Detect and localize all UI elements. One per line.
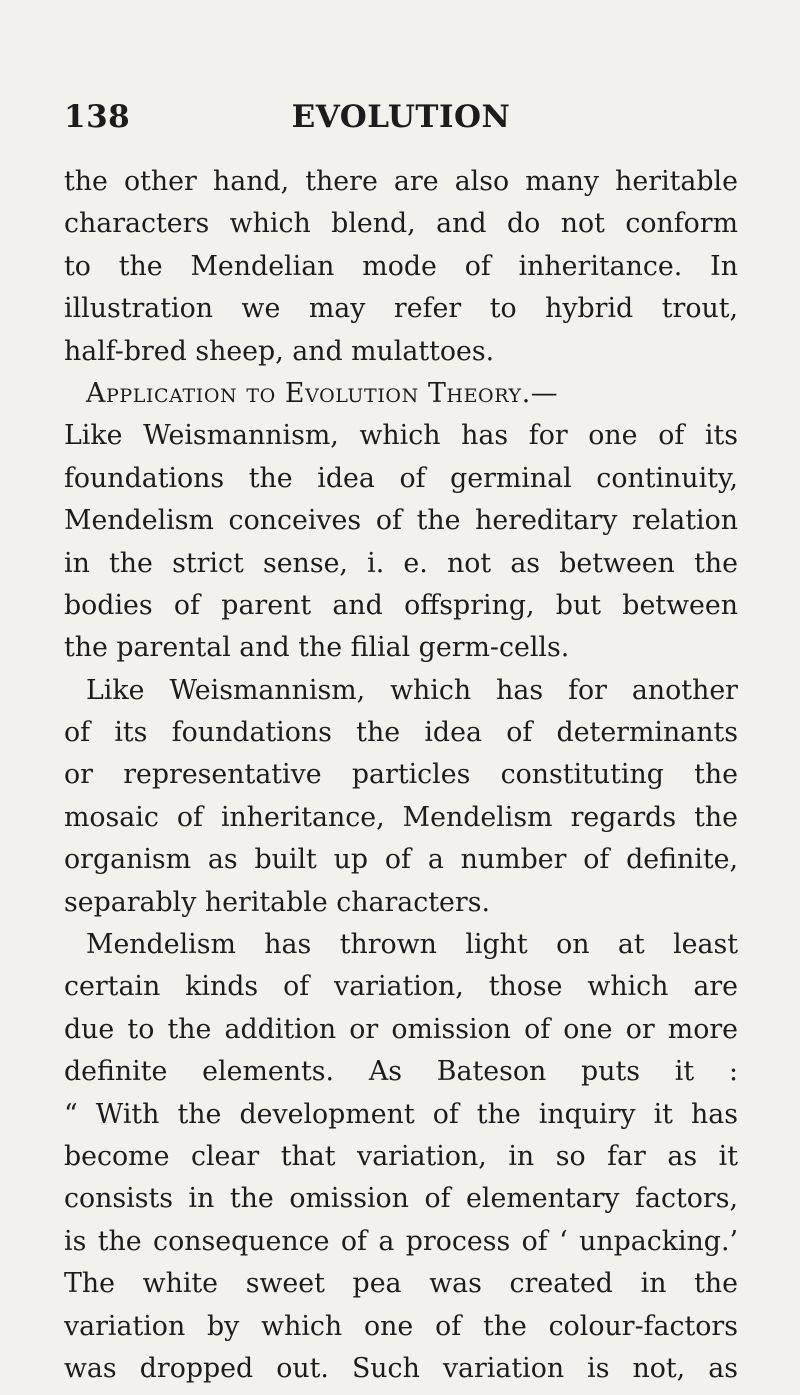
text-line: due to the addition or omission of one or more — [64, 1013, 738, 1045]
page-number: 138 — [64, 99, 131, 135]
text-line: foundations the idea of germinal continuity, — [64, 462, 738, 494]
text-line: certain kinds of variation, those which are — [64, 971, 738, 1003]
text-line: definite elements. As Bateson puts it : — [64, 1056, 738, 1088]
text-line: illustration we may refer to hybrid trout, — [64, 293, 738, 325]
section-heading: Application to Evolution Theory.— — [86, 377, 559, 409]
text-line: the parental and the filial germ-cells. — [64, 632, 570, 664]
text-line: in the strict sense, i. e. not as between the — [64, 547, 738, 579]
text-line: consists in the omission of elementary factors, — [64, 1183, 738, 1215]
text-line: “ With the development of the inquiry it has — [64, 1098, 738, 1130]
text-line: half-bred sheep, and mulattoes. — [64, 335, 495, 367]
text-line: Mendelism conceives of the hereditary relation — [64, 505, 738, 537]
text-line: variation by which one of the colour-factors — [64, 1310, 738, 1342]
text-line: become clear that variation, in so far as it — [64, 1140, 738, 1172]
text-line: to the Mendelian mode of inheritance. In — [64, 250, 738, 282]
text-line: Like Weismannism, which has for another — [86, 674, 738, 706]
running-head — [64, 86, 738, 148]
text-line: the other hand, there are also many heritable — [64, 166, 738, 197]
text-line: mosaic of inheritance, Mendelism regards the — [64, 801, 738, 833]
body-text — [64, 161, 738, 1390]
running-title: EVOLUTION — [291, 99, 511, 135]
text-line: The white sweet pea was created in the — [64, 1268, 738, 1300]
text-line: characters which blend, and do not conform — [64, 208, 738, 240]
text-line: Mendelism has thrown light on at least — [86, 929, 738, 961]
text-line: separably heritable characters. — [64, 886, 490, 918]
text-line: organism as built up of a number of definite, — [64, 844, 738, 876]
text-line: or representative particles constituting the — [64, 759, 738, 791]
text-line: bodies of parent and offspring, but between — [64, 589, 738, 621]
text-line: of its foundations the idea of determinants — [64, 717, 738, 749]
text-line: was dropped out. Such variation is not, as — [64, 1352, 738, 1384]
text-line: Like Weismannism, which has for one of its — [64, 420, 738, 452]
text-line: is the consequence of a process of ‘ unpacking.’ — [64, 1225, 738, 1257]
